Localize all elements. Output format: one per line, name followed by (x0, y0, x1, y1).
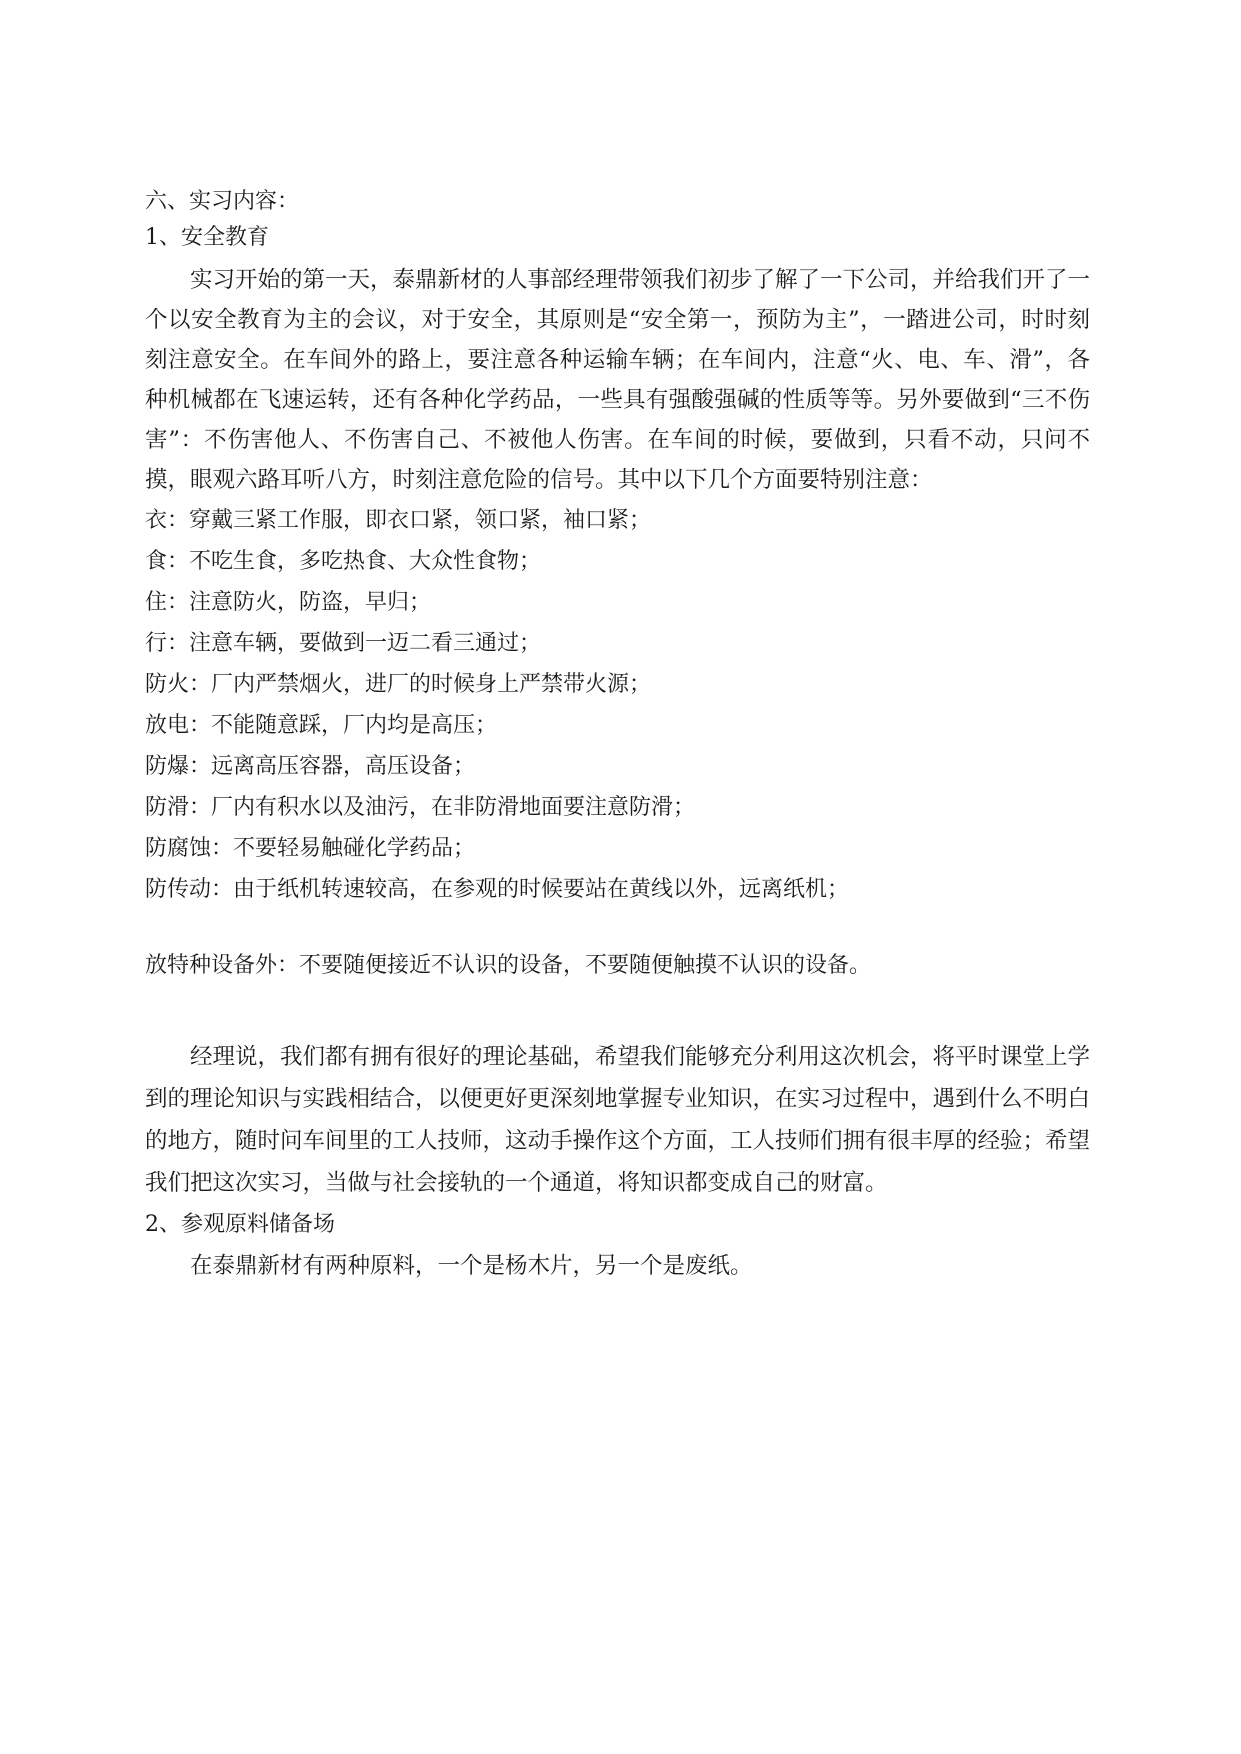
list-item: 放电：不能随意踩，厂内均是高压； (145, 713, 498, 738)
paragraph-safety-intro: 实习开始的第一天，泰鼎新材的人事部经理带领我们初步了解了一下公司，并给我们开了一个以安全教育为主的会议，对于安全，其原则是“安全第一，预防为主”，一踏进公司，时时刻刻注意安全。在车间外的路上，要注意各种运输车辆；在车间内，注意“火、电、车、滑”，各种机械都在飞速运转，还有各种化学药品，一些具有强酸强碱的性质等等。另外要做到“三不伤害”：不伤害他人、不伤害自己、不被他人伤害。在车间的时候，要做到，只看不动，只问不摸，眼观六路耳听八方，时刻注意危险的信号。其中以下几个方面要特别注意： (145, 267, 1091, 493)
subsection-title-safety: 1、安全教育 (145, 225, 269, 250)
list-item: 防爆：远离高压容器，高压设备； (145, 754, 476, 779)
section-title: 六、实习内容： (145, 189, 300, 214)
paragraph-manager-advice: 经理说，我们都有拥有很好的理论基础，希望我们能够充分利用这次机会，将平时课堂上学到的理论知识与实践相结合，以便更好更深刻地掌握专业知识，在实习过程中，遇到什么不明白的地方，随时问车间里的工人技师，这动手操作这个方面，工人技师们拥有很丰厚的经验；希望我们把这次实习，当做与社会接轨的一个通道，将知识都变成自己的财富。 (145, 1044, 1091, 1196)
blank-line (145, 910, 1090, 945)
list-item: 行：注意车辆，要做到一迈二看三通过； (145, 631, 542, 656)
list-item: 食：不吃生食，多吃热食、大众性食物； (145, 549, 542, 574)
list-item: 防腐蚀：不要轻易触碰化学药品； (145, 836, 476, 861)
document-page (145, 184, 1090, 1286)
list-item: 住：注意防火，防盗，早归； (145, 590, 432, 615)
list-item: 衣：穿戴三紧工作服，即衣口紧，领口紧，袖口紧； (145, 508, 652, 533)
subsection-title-raw-materials: 2、参观原料储备场 (145, 1212, 335, 1237)
list-item: 防滑：厂内有积水以及油污，在非防滑地面要注意防滑； (145, 795, 696, 820)
list-item-special-equipment: 放特种设备外：不要随便接近不认识的设备，不要随便触摸不认识的设备。 (145, 953, 872, 978)
blank-line (145, 986, 1090, 1036)
list-item: 防传动：由于纸机转速较高，在参观的时候要站在黄线以外，远离纸机； (145, 877, 850, 902)
list-item: 防火：厂内严禁烟火，进厂的时候身上严禁带火源； (145, 672, 652, 697)
paragraph-raw-materials: 在泰鼎新材有两种原料，一个是杨木片，另一个是废纸。 (190, 1253, 753, 1279)
